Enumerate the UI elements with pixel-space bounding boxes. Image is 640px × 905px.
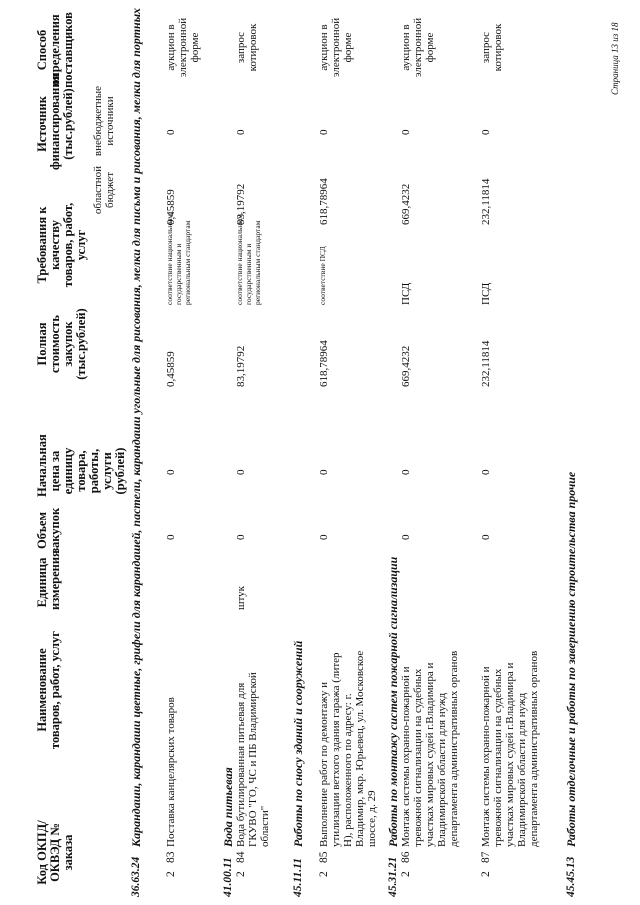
row-method: аукцион в электронной форме xyxy=(400,17,436,78)
section-title: Работы отделочные и работы по завершению строительства прочие xyxy=(564,471,578,847)
row-n2: 85 xyxy=(318,851,330,863)
row-name: Вода бутилированная питьевая для ГКУВО "ГО, ЧС и ПБ Владимирской области" xyxy=(235,672,271,847)
row-name: Монтаж системы охранно-пожарной и тревожной сигнализации на судебных участках мировых судей г.Владимира и Владимирской области для нужд департамента административных органов xyxy=(480,650,540,847)
row-price: 0 xyxy=(400,469,412,475)
header-volume: Объем закупок xyxy=(35,507,62,553)
row-cost: 83,19792 xyxy=(235,345,247,387)
row-cost: 0,45859 xyxy=(165,351,177,387)
section-code: 41.00.11 xyxy=(222,857,234,897)
row-extra: 0 xyxy=(318,129,330,135)
row-n2: 86 xyxy=(400,851,412,863)
row-volume: 0 xyxy=(235,534,247,540)
row-req: соответствие национальным, государственным и региональным стандартам xyxy=(235,212,262,305)
row-method: аукцион в электронной форме xyxy=(165,17,201,78)
row-n1: 2 xyxy=(480,871,492,877)
row-extra: 0 xyxy=(480,129,492,135)
header-src-budget: областной бюджет xyxy=(92,165,116,215)
row-budget: 618,78964 xyxy=(318,178,330,225)
row-method: запрос котировок xyxy=(235,23,259,72)
row-req: ПСД xyxy=(480,282,492,305)
row-price: 0 xyxy=(235,469,247,475)
row-name: Поставка канцелярских товаров xyxy=(165,697,177,847)
row-cost: 232,11814 xyxy=(480,340,492,387)
header-src-extra: внебюджетные источники xyxy=(92,85,116,157)
section-code: 45.11.11 xyxy=(292,858,304,897)
row-price: 0 xyxy=(165,469,177,475)
row-req: соответствие национальным, государственным и региональным стандартам xyxy=(165,212,192,305)
row-volume: 0 xyxy=(480,534,492,540)
row-extra: 0 xyxy=(400,129,412,135)
row-price: 0 xyxy=(318,469,330,475)
row-method: аукцион в электронной форме xyxy=(318,17,354,78)
header-price: Начальная цена за единицу товара, работы, услуги (рублей) xyxy=(35,434,127,497)
row-budget: 83,19792 xyxy=(235,183,247,225)
row-extra: 0 xyxy=(235,129,247,135)
section-code: 45.31.21 xyxy=(387,856,399,897)
row-budget: 232,11814 xyxy=(480,178,492,225)
row-name: Монтаж системы охранно-пожарной и тревожной сигнализации на судебных участках мировых судей г.Владимира и Владимирской области для нужд департамента административных органов xyxy=(400,650,460,847)
row-cost: 618,78964 xyxy=(318,340,330,387)
section-code: 45.45.13 xyxy=(565,856,577,897)
header-unit: Единица измерения xyxy=(35,550,62,610)
row-volume: 0 xyxy=(318,534,330,540)
section-title: Вода питьевая xyxy=(221,767,235,847)
header-source: Источник финансирования (тыс.рублей) xyxy=(35,73,75,170)
row-unit: штук xyxy=(235,586,247,610)
row-n1: 2 xyxy=(165,871,177,877)
header-cost: Полная стоимость закупок (тыс.рублей) xyxy=(35,308,88,380)
row-volume: 0 xyxy=(165,534,177,540)
row-budget: 0,45859 xyxy=(165,189,177,225)
row-n1: 2 xyxy=(235,871,247,877)
row-extra: 0 xyxy=(165,129,177,135)
row-n2: 83 xyxy=(165,851,177,863)
row-cost: 669,4232 xyxy=(400,345,412,387)
header-kod: Код ОКПД/ ОКВЭД № заказа xyxy=(35,820,75,885)
row-volume: 0 xyxy=(400,534,412,540)
row-n2: 84 xyxy=(235,851,247,863)
section-title: Работы по сносу зданий и сооружений xyxy=(291,640,305,847)
row-req: соответствие ПСД xyxy=(318,246,327,305)
row-name: Выполнение работ по демонтажу и утилизации ветхого здания гаража (литер Н), расположенного по адресу: г. Владимир, мкр. Юрьевец, ул. Московское шоссе, д. 29 xyxy=(318,650,378,847)
header-name: Наименование товаров, работ, услуг xyxy=(35,631,62,749)
row-price: 0 xyxy=(480,469,492,475)
row-n2: 87 xyxy=(480,851,492,863)
page-footer: Страница 13 из 18 xyxy=(610,22,620,95)
row-n1: 2 xyxy=(400,871,412,877)
section-title: Работы по монтажу систем пожарной сигнализации xyxy=(386,556,400,847)
header-req: Требования к качеству товаров, работ, услуг xyxy=(35,202,88,288)
section-code: 36.63.24 xyxy=(130,856,142,897)
row-n1: 2 xyxy=(318,871,330,877)
header-method: Способ определения поставщиков xyxy=(35,12,75,88)
row-req: ПСД xyxy=(400,282,412,305)
section-title: Карандаши, карандаши цветные, грифели для карандашей, пастели, карандаши угольные для рисования, мелки для письма и рисования, мелки для портных xyxy=(129,7,143,847)
row-method: запрос котировок xyxy=(480,23,504,72)
row-budget: 669,4232 xyxy=(400,183,412,225)
